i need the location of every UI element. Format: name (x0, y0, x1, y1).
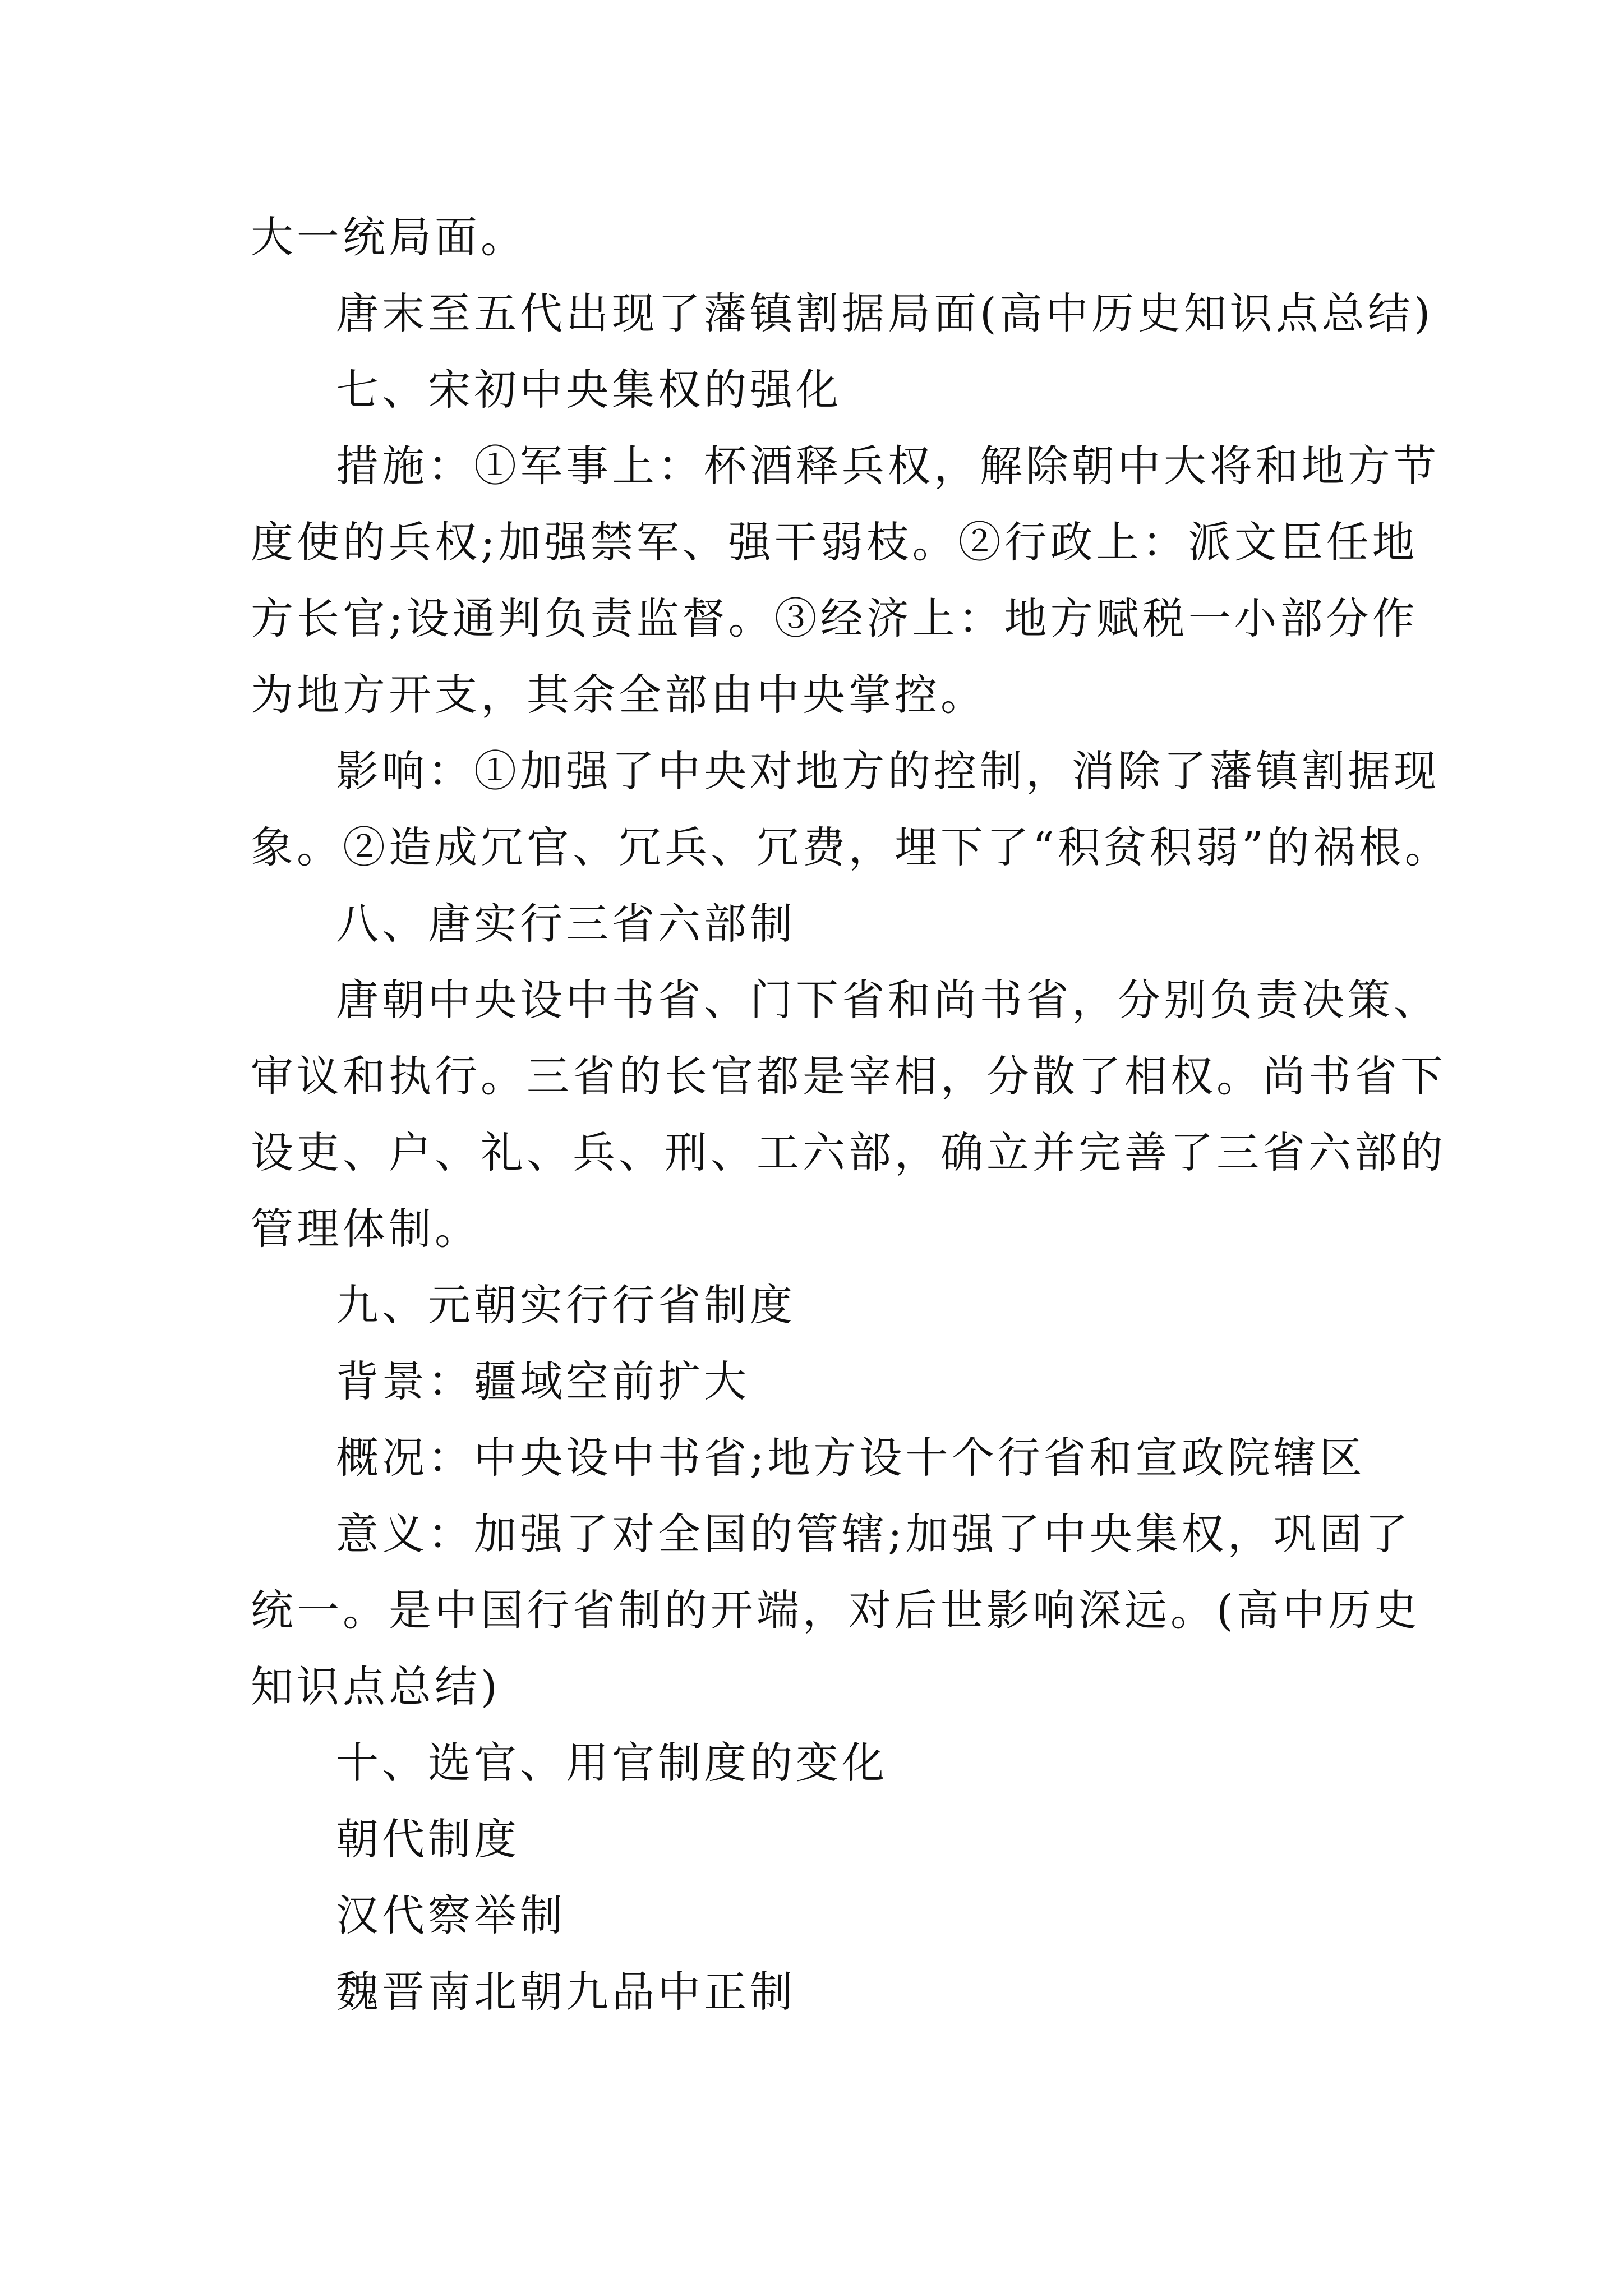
document-body (251, 199, 1451, 2030)
text-line: 为地方开支，其余全部由中央掌控。 (251, 670, 986, 720)
text-line: 概况：中央设中书省;地方设十个行省和宣政院辖区 (336, 1433, 1366, 1483)
text-line: 方长官;设通判负责监督。③经济上：地方赋税一小部分作 (251, 593, 1418, 643)
text-line: 大一统局面。 (251, 212, 527, 262)
text-line: 设吏、户、礼、兵、刑、工六部，确立并完善了三省六部的 (251, 1128, 1446, 1177)
section-heading: 九、元朝实行行省制度 (336, 1280, 796, 1330)
text-line: 统一。是中国行省制的开端，对后世影响深远。(高中历史 (251, 1585, 1421, 1635)
text-line: 知识点总结) (251, 1662, 501, 1711)
text-line: 朝代制度 (336, 1814, 520, 1864)
text-line: 魏晋南北朝九品中正制 (336, 1967, 796, 2017)
text-line: 审议和执行。三省的长官都是宰相，分散了相权。尚书省下 (251, 1051, 1446, 1101)
text-line: 措施：①军事上：杯酒释兵权，解除朝中大将和地方节 (336, 441, 1440, 491)
text-line: 意义：加强了对全国的管辖;加强了中央集权，巩固了 (336, 1509, 1412, 1559)
text-line: 唐末至五代出现了藩镇割据局面(高中历史知识点总结) (336, 288, 1434, 338)
section-heading: 七、宋初中央集权的强化 (336, 365, 842, 415)
section-heading: 十、选官、用官制度的变化 (336, 1738, 888, 1788)
text-line: 度使的兵权;加强禁军、强干弱枝。②行政上：派文臣任地 (251, 517, 1418, 567)
text-line: 象。②造成冗官、冗兵、冗费，埋下了“积贫积弱”的祸根。 (251, 822, 1451, 872)
section-heading: 八、唐实行三省六部制 (336, 899, 796, 949)
text-line: 汉代察举制 (336, 1890, 566, 1940)
text-line: 背景：疆域空前扩大 (336, 1356, 750, 1406)
text-line: 唐朝中央设中书省、门下省和尚书省，分别负责决策、 (336, 975, 1440, 1025)
text-line: 影响：①加强了中央对地方的控制，消除了藩镇割据现 (336, 746, 1440, 796)
text-line: 管理体制。 (251, 1204, 481, 1254)
